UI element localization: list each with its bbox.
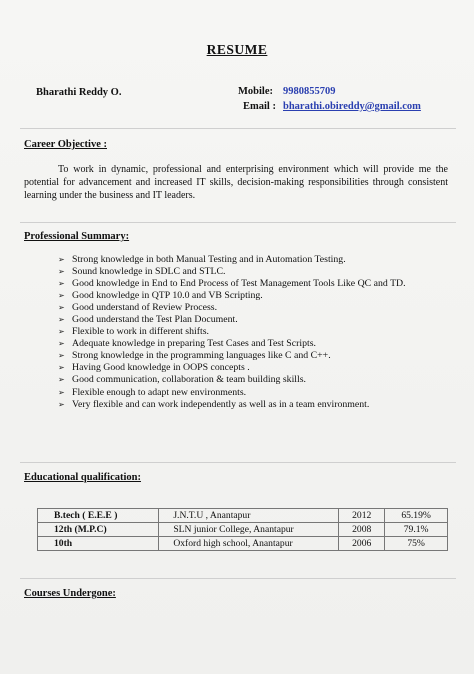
education-year: 2006 bbox=[339, 537, 385, 551]
courses-heading: Courses Undergone: bbox=[24, 588, 116, 599]
summary-item-text: Good communication, collaboration & team building skills. bbox=[72, 374, 307, 386]
summary-item bbox=[58, 350, 448, 362]
divider bbox=[20, 222, 456, 223]
summary-item-text: Very flexible and can work independently as well as in a team environment. bbox=[72, 398, 370, 410]
divider bbox=[20, 462, 456, 463]
education-institution: Oxford high school, Anantapur bbox=[159, 537, 339, 551]
arrow-bullet-icon: ➢ bbox=[58, 267, 65, 277]
education-institution: J.N.T.U , Anantapur bbox=[159, 509, 339, 523]
summary-item bbox=[58, 399, 448, 411]
education-table bbox=[37, 508, 448, 551]
table-row bbox=[38, 509, 448, 523]
candidate-name: Bharathi Reddy O. bbox=[36, 87, 122, 98]
divider bbox=[20, 578, 456, 579]
divider bbox=[20, 128, 456, 129]
summary-item-text: Strong knowledge in the programming languages like C and C++. bbox=[72, 350, 331, 362]
mobile-label: Mobile: bbox=[238, 86, 273, 97]
page-title: RESUME bbox=[206, 42, 268, 57]
summary-item-text: Adequate knowledge in preparing Test Cases and Test Scripts. bbox=[72, 338, 316, 350]
objective-text: To work in dynamic, professional and enterprising environment which will provide me the potential for advancement and increased IT skills, decision-making responsibilities through consistent learning under the business and IT leaders. bbox=[24, 164, 448, 202]
education-year: 2008 bbox=[339, 523, 385, 537]
objective-heading: Career Objective : bbox=[24, 139, 107, 150]
summary-item bbox=[58, 374, 448, 386]
summary-heading: Professional Summary: bbox=[24, 231, 130, 242]
education-degree: 10th bbox=[38, 537, 159, 551]
education-score: 75% bbox=[385, 537, 448, 551]
summary-item bbox=[58, 314, 448, 326]
summary-item bbox=[58, 302, 448, 314]
mobile-number: 9980855709 bbox=[283, 86, 336, 97]
education-degree: 12th (M.P.C) bbox=[38, 523, 159, 537]
summary-item bbox=[58, 362, 448, 374]
email-link[interactable]: bharathi.obireddy@gmail.com bbox=[283, 101, 421, 112]
summary-item bbox=[58, 278, 448, 290]
summary-item bbox=[58, 387, 448, 399]
education-degree: B.tech ( E.E.E ) bbox=[38, 509, 159, 523]
summary-item bbox=[58, 326, 448, 338]
summary-item-text: Good understand the Test Plan Document. bbox=[72, 314, 238, 326]
education-institution: SLN junior College, Anantapur bbox=[159, 523, 339, 537]
email-label: Email : bbox=[243, 101, 276, 112]
summary-item-text: Having Good knowledge in OOPS concepts . bbox=[72, 362, 250, 374]
arrow-bullet-icon: ➢ bbox=[58, 291, 65, 301]
arrow-bullet-icon: ➢ bbox=[58, 363, 65, 373]
table-row bbox=[38, 523, 448, 537]
summary-item bbox=[58, 290, 448, 302]
arrow-bullet-icon: ➢ bbox=[58, 339, 65, 349]
arrow-bullet-icon: ➢ bbox=[58, 351, 65, 361]
summary-item bbox=[58, 266, 448, 278]
education-heading: Educational qualification: bbox=[24, 472, 141, 483]
arrow-bullet-icon: ➢ bbox=[58, 327, 65, 337]
education-score: 65.19% bbox=[385, 509, 448, 523]
arrow-bullet-icon: ➢ bbox=[58, 387, 65, 397]
summary-item-text: Good understand of Review Process. bbox=[72, 302, 218, 314]
arrow-bullet-icon: ➢ bbox=[58, 315, 65, 325]
table-row bbox=[38, 537, 448, 551]
education-score: 79.1% bbox=[385, 523, 448, 537]
education-year: 2012 bbox=[339, 509, 385, 523]
summary-item bbox=[58, 254, 448, 266]
arrow-bullet-icon: ➢ bbox=[58, 399, 65, 409]
summary-list bbox=[58, 254, 448, 411]
summary-item-text: Sound knowledge in SDLC and STLC. bbox=[72, 266, 226, 278]
summary-item-text: Flexible enough to adapt new environments. bbox=[72, 386, 247, 398]
arrow-bullet-icon: ➢ bbox=[58, 255, 65, 264]
summary-item bbox=[58, 338, 448, 350]
arrow-bullet-icon: ➢ bbox=[58, 303, 65, 313]
arrow-bullet-icon: ➢ bbox=[58, 375, 65, 385]
summary-item-text: Good knowledge in End to End Process of Test Management Tools Like QC and TD. bbox=[72, 278, 406, 290]
summary-item-text: Flexible to work in different shifts. bbox=[72, 326, 209, 338]
summary-item-text: Good knowledge in QTP 10.0 and VB Scripting. bbox=[72, 290, 263, 302]
summary-item-text: Strong knowledge in both Manual Testing and in Automation Testing. bbox=[72, 254, 346, 265]
arrow-bullet-icon: ➢ bbox=[58, 279, 65, 289]
